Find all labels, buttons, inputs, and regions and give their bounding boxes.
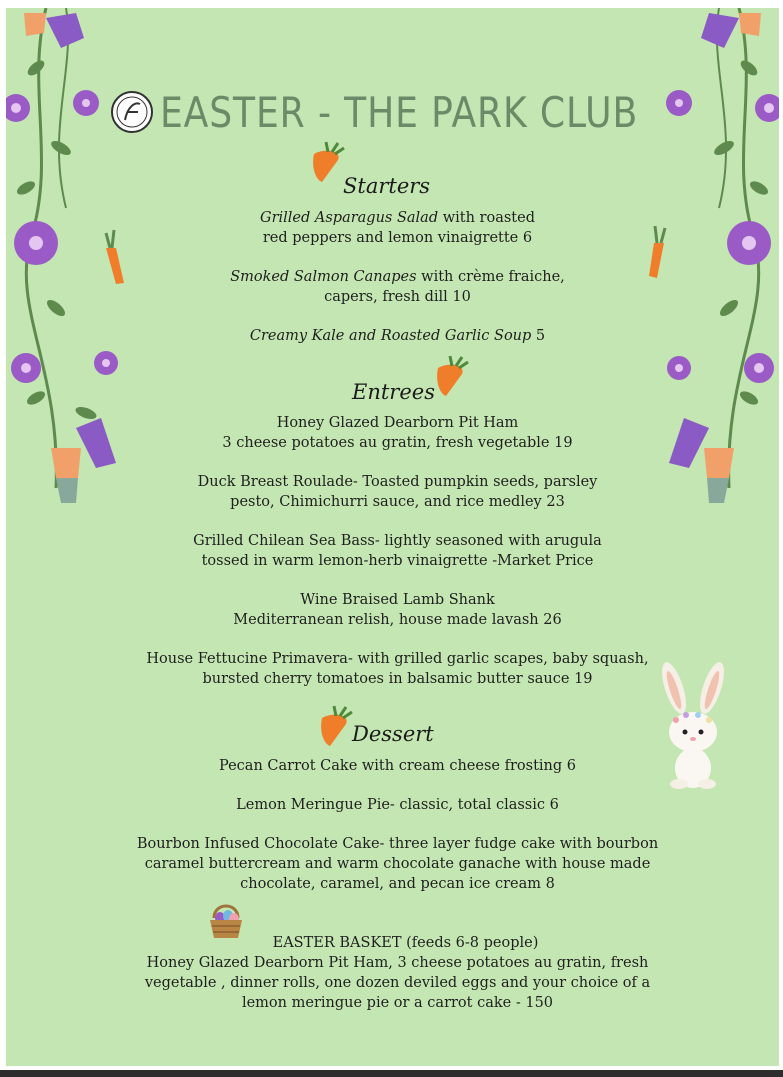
menu-item-detail: 3 cheese potatoes au gratin, fresh vegetable 19 <box>222 435 573 451</box>
carrot-icon <box>432 354 472 400</box>
menu-item-detail: pesto, Chimichurri sauce, and rice medley 23 <box>230 494 565 510</box>
menu-item: Duck Breast Roulade- Toasted pumpkin seeds, parsley <box>197 474 598 490</box>
section-title-starters: Starters <box>343 174 431 198</box>
menu-item: Creamy Kale and Roasted Garlic Soup 5 <box>249 328 546 344</box>
section-title-dessert: Dessert <box>352 722 434 746</box>
menu-item: Bourbon Infused Chocolate Cake- three layer fudge cake with bourbon <box>136 836 659 852</box>
menu-item: Pecan Carrot Cake with cream cheese frosting 6 <box>219 758 576 774</box>
menu-item: Grilled Asparagus Salad with roasted <box>259 210 535 226</box>
menu-item: Lemon Meringue Pie- classic, total classic 6 <box>236 797 559 813</box>
page-title: EASTER - THE PARK CLUB <box>160 87 639 137</box>
section-title-entrees: Entrees <box>352 380 435 404</box>
menu-item-detail: caramel buttercream and warm chocolate ganache with house made <box>144 856 651 872</box>
basket-title: EASTER BASKET (feeds 6-8 people) <box>272 935 539 951</box>
menu-item-detail: red peppers and lemon vinaigrette 6 <box>262 230 533 246</box>
menu-item: Honey Glazed Dearborn Pit Ham <box>276 415 519 431</box>
menu-item-detail: tossed in warm lemon-herb vinaigrette -Market Price <box>201 553 594 569</box>
park-club-monogram-icon <box>110 90 154 134</box>
menu-item: House Fettucine Primavera- with grilled garlic scapes, baby squash, <box>146 651 649 667</box>
menu-item-detail: chocolate, caramel, and pecan ice cream 8 <box>240 876 555 892</box>
menu-item: Grilled Chilean Sea Bass- lightly seasoned with arugula <box>193 533 602 549</box>
menu-item-detail: bursted cherry tomatoes in balsamic butter sauce 19 <box>202 671 593 687</box>
menu-item-detail: capers, fresh dill 10 <box>324 289 471 305</box>
carrot-icon <box>316 704 356 750</box>
header <box>110 80 690 144</box>
basket-detail: lemon meringue pie or a carrot cake - 150 <box>241 995 554 1011</box>
menu-item: Smoked Salmon Canapes with crème fraiche, <box>230 269 565 285</box>
menu-item-detail: Mediterranean relish, house made lavash 26 <box>233 612 562 628</box>
basket-detail: vegetable , dinner rolls, one dozen deviled eggs and your choice of a <box>144 975 651 991</box>
menu-item: Wine Braised Lamb Shank <box>300 592 495 608</box>
basket-detail: Honey Glazed Dearborn Pit Ham, 3 cheese potatoes au gratin, fresh <box>146 955 649 971</box>
bottom-border <box>0 1070 783 1077</box>
menu-page <box>6 8 779 1066</box>
carrot-icon <box>308 140 348 186</box>
